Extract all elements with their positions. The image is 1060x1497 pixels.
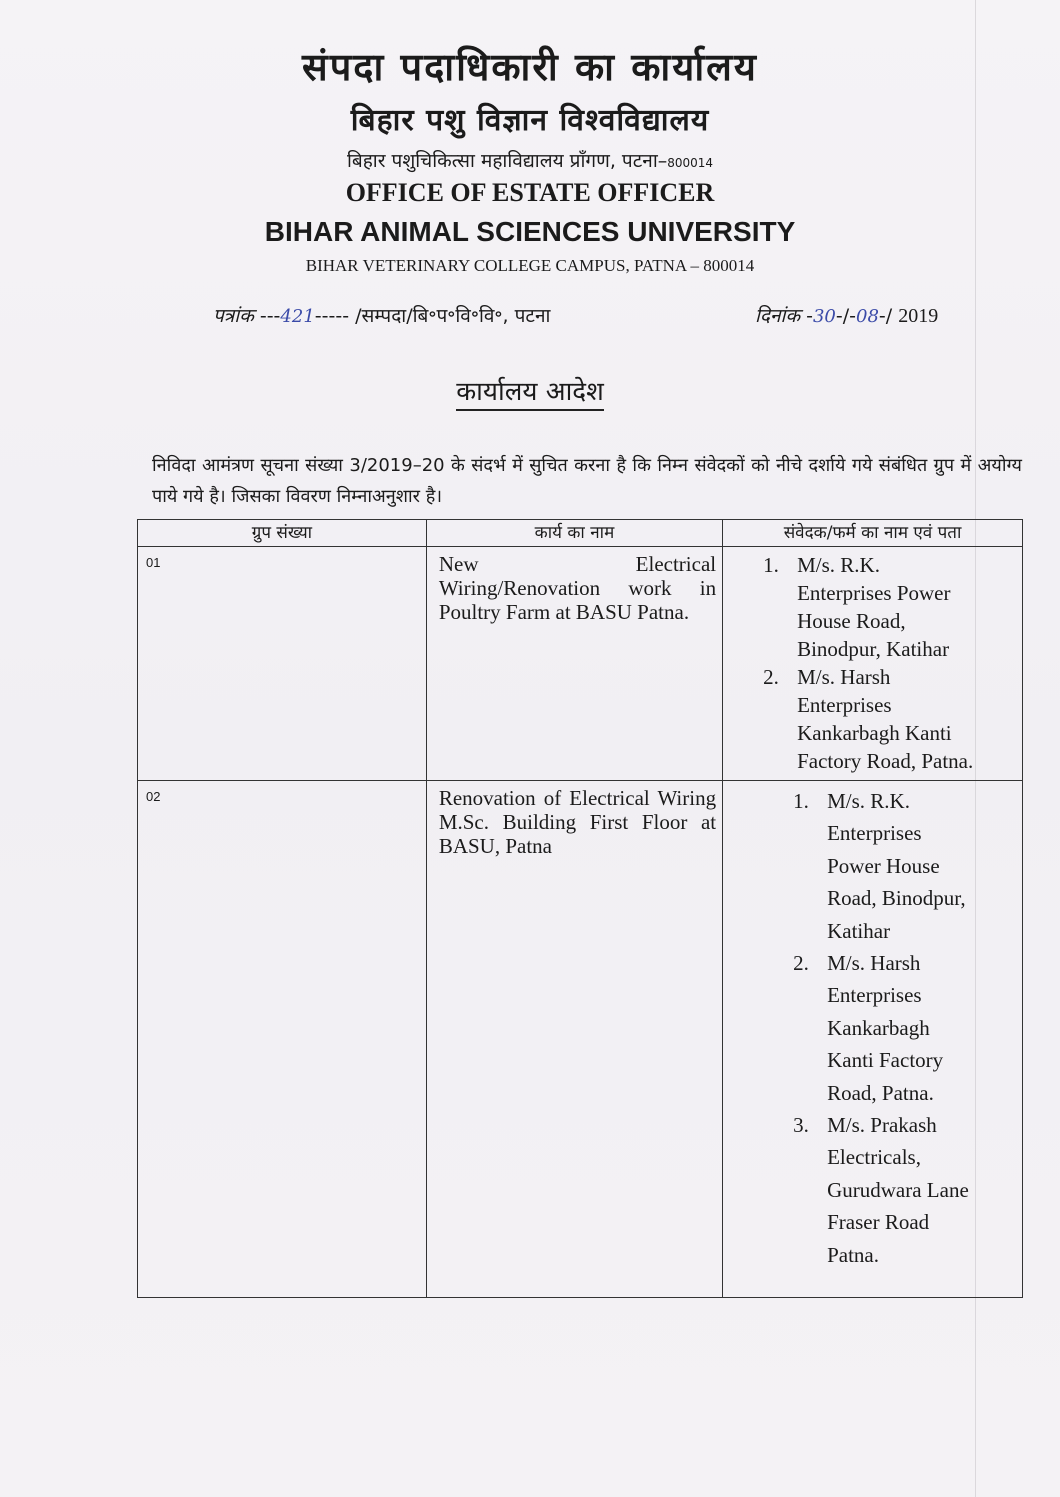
reference-suffix: /सम्पदा/बि॰प॰वि॰वि॰, पटना: [355, 305, 551, 327]
office-title-english: OFFICE OF ESTATE OFFICER: [345, 178, 715, 207]
firm-line: M/s. Prakash: [827, 1113, 937, 1138]
header-group-number: ग्रुप संख्या: [138, 520, 427, 547]
date-year: 2019: [898, 305, 939, 327]
firm-number: 2.: [793, 951, 809, 976]
firm-number: 1.: [763, 553, 779, 577]
firm-line: Katihar: [827, 918, 891, 943]
disqualified-contractors-table: [137, 519, 1023, 1298]
firm-line: House Road,: [797, 609, 906, 633]
firm-line: Road, Binodpur,: [827, 886, 966, 911]
firm-line: Fraser Road: [827, 1210, 930, 1235]
firm-item: [763, 663, 1018, 775]
table-row: [138, 547, 1023, 781]
date-day-handwritten: 30: [812, 306, 836, 327]
address-hindi-pin: 800014: [667, 156, 714, 170]
date-label: दिनांक: [755, 305, 801, 327]
university-name-english: BIHAR ANIMAL SCIENCES UNIVERSITY: [264, 216, 796, 247]
firm-item: [793, 1109, 1018, 1271]
address-hindi-text: बिहार पशुचिकित्सा महाविद्यालय प्राँगण, पटना–: [346, 150, 668, 172]
firm-line: Enterprises: [827, 821, 922, 846]
document-title: [0, 372, 1060, 408]
intro-paragraph: निविदा आमंत्रण सूचना संख्या 3/2019–20 के संदर्भ में सुचित करना है कि निम्न संवेदकों को नीचे दर्शाये गये संबंधित ग्रुप में अयोग्य पाये गये है। जिसका विवरण निम्नाअनुशार है।: [152, 455, 1022, 507]
firm-item: [793, 785, 1018, 947]
firms-cell: [723, 781, 1023, 1298]
firm-line: Enterprises: [827, 983, 922, 1008]
firms-cell: [723, 547, 1023, 781]
group-number-cell: 02: [138, 781, 427, 1298]
firm-line: M/s. R.K.: [827, 789, 910, 813]
firm-line: Patna.: [827, 1242, 879, 1267]
work-name-cell: Renovation of Electrical Wiring M.Sc. Building First Floor at BASU, Patna: [426, 781, 722, 1298]
firm-line: Kankarbagh Kanti: [797, 721, 952, 745]
firm-line: Enterprises: [797, 693, 892, 717]
date-month-handwritten: 08: [856, 306, 879, 327]
table-header-row: [138, 520, 1023, 547]
firm-line: Kanti Factory: [827, 1048, 944, 1073]
firm-line: Factory Road, Patna.: [797, 749, 974, 773]
firm-list: [723, 785, 1018, 1271]
university-name-hindi: बिहार पशु विज्ञान विश्वविद्यालय: [350, 103, 710, 138]
address-hindi: [0, 147, 1060, 173]
firm-line: Power House: [827, 853, 940, 878]
firm-item: [763, 551, 1018, 663]
reference-handwritten-number: 421: [280, 306, 315, 327]
document-title-text: कार्यालय आदेश: [456, 377, 604, 411]
date-day-blank: -30-/-08-/: [806, 305, 893, 327]
document-date: [755, 302, 938, 328]
firm-line: Binodpur, Katihar: [797, 637, 950, 661]
header-firm-name-address: संवेदक/फर्म का नाम एवं पता: [723, 520, 1023, 547]
firm-line: M/s. Harsh: [827, 951, 921, 976]
firm-line: Enterprises Power: [797, 581, 951, 605]
firm-number: 1.: [793, 789, 809, 813]
header-work-name: कार्य का नाम: [426, 520, 722, 547]
group-number-cell: 01: [138, 547, 427, 781]
reference-label: पत्रांक: [213, 305, 254, 327]
reference-blank: ---421-----: [259, 305, 350, 327]
work-name-cell: New Electrical Wiring/Renovation work in Poultry Farm at BASU Patna.: [426, 547, 722, 781]
firm-item: [793, 947, 1018, 1109]
firm-line: Road, Patna.: [827, 1080, 934, 1105]
firm-line: Gurudwara Lane: [827, 1177, 969, 1202]
firm-list: [723, 551, 1018, 775]
firm-line: Kankarbagh: [827, 1015, 930, 1040]
table-row: [138, 781, 1023, 1298]
firm-line: Electricals,: [827, 1145, 921, 1170]
firm-line: M/s. R.K.: [797, 553, 880, 577]
firm-number: 2.: [763, 665, 779, 689]
firm-number: 3.: [793, 1113, 809, 1138]
reference-number: [213, 302, 550, 328]
firm-line: M/s. Harsh: [797, 665, 891, 689]
address-english: BIHAR VETERINARY COLLEGE CAMPUS, PATNA – 800014: [305, 256, 755, 275]
office-title-hindi: संपदा पदाधिकारी का कार्यालय: [302, 45, 758, 89]
